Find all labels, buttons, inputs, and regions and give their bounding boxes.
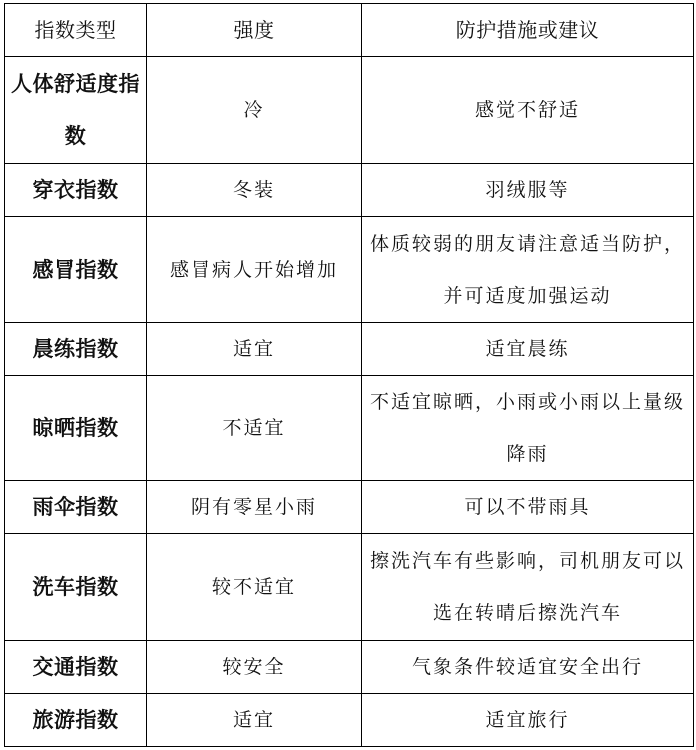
index-advice: 气象条件较适宜安全出行 [362, 641, 694, 694]
index-level: 感冒病人开始增加 [147, 217, 362, 323]
index-name: 感冒指数 [5, 217, 147, 323]
index-level: 阴有零星小雨 [147, 481, 362, 534]
index-name: 雨伞指数 [5, 481, 147, 534]
weather-index-table [4, 3, 694, 747]
index-name: 旅游指数 [5, 694, 147, 747]
index-level: 适宜 [147, 694, 362, 747]
table-row [5, 641, 694, 694]
index-advice: 羽绒服等 [362, 164, 694, 217]
index-advice: 适宜旅行 [362, 694, 694, 747]
table-row [5, 376, 694, 481]
index-name: 人体舒适度指数 [5, 57, 147, 164]
index-advice: 感觉不舒适 [362, 57, 694, 164]
table-row [5, 694, 694, 747]
index-name: 晨练指数 [5, 323, 147, 376]
table-row [5, 57, 694, 164]
table-row [5, 323, 694, 376]
table-row [5, 534, 694, 641]
index-level: 较安全 [147, 641, 362, 694]
header-intensity: 强度 [147, 4, 362, 57]
index-name: 晾晒指数 [5, 376, 147, 481]
header-advice: 防护措施或建议 [362, 4, 694, 57]
index-advice: 擦洗汽车有些影响，司机朋友可以选在转晴后擦洗汽车 [362, 534, 694, 641]
table-row [5, 217, 694, 323]
table-row [5, 164, 694, 217]
index-level: 冷 [147, 57, 362, 164]
index-level: 不适宜 [147, 376, 362, 481]
index-level: 适宜 [147, 323, 362, 376]
index-name: 洗车指数 [5, 534, 147, 641]
table-row [5, 481, 694, 534]
index-advice: 适宜晨练 [362, 323, 694, 376]
index-level: 较不适宜 [147, 534, 362, 641]
index-name: 穿衣指数 [5, 164, 147, 217]
table-header-row [5, 4, 694, 57]
index-advice: 可以不带雨具 [362, 481, 694, 534]
index-advice: 不适宜晾晒，小雨或小雨以上量级降雨 [362, 376, 694, 481]
index-level: 冬装 [147, 164, 362, 217]
index-advice: 体质较弱的朋友请注意适当防护，并可适度加强运动 [362, 217, 694, 323]
index-name: 交通指数 [5, 641, 147, 694]
header-index-type: 指数类型 [5, 4, 147, 57]
